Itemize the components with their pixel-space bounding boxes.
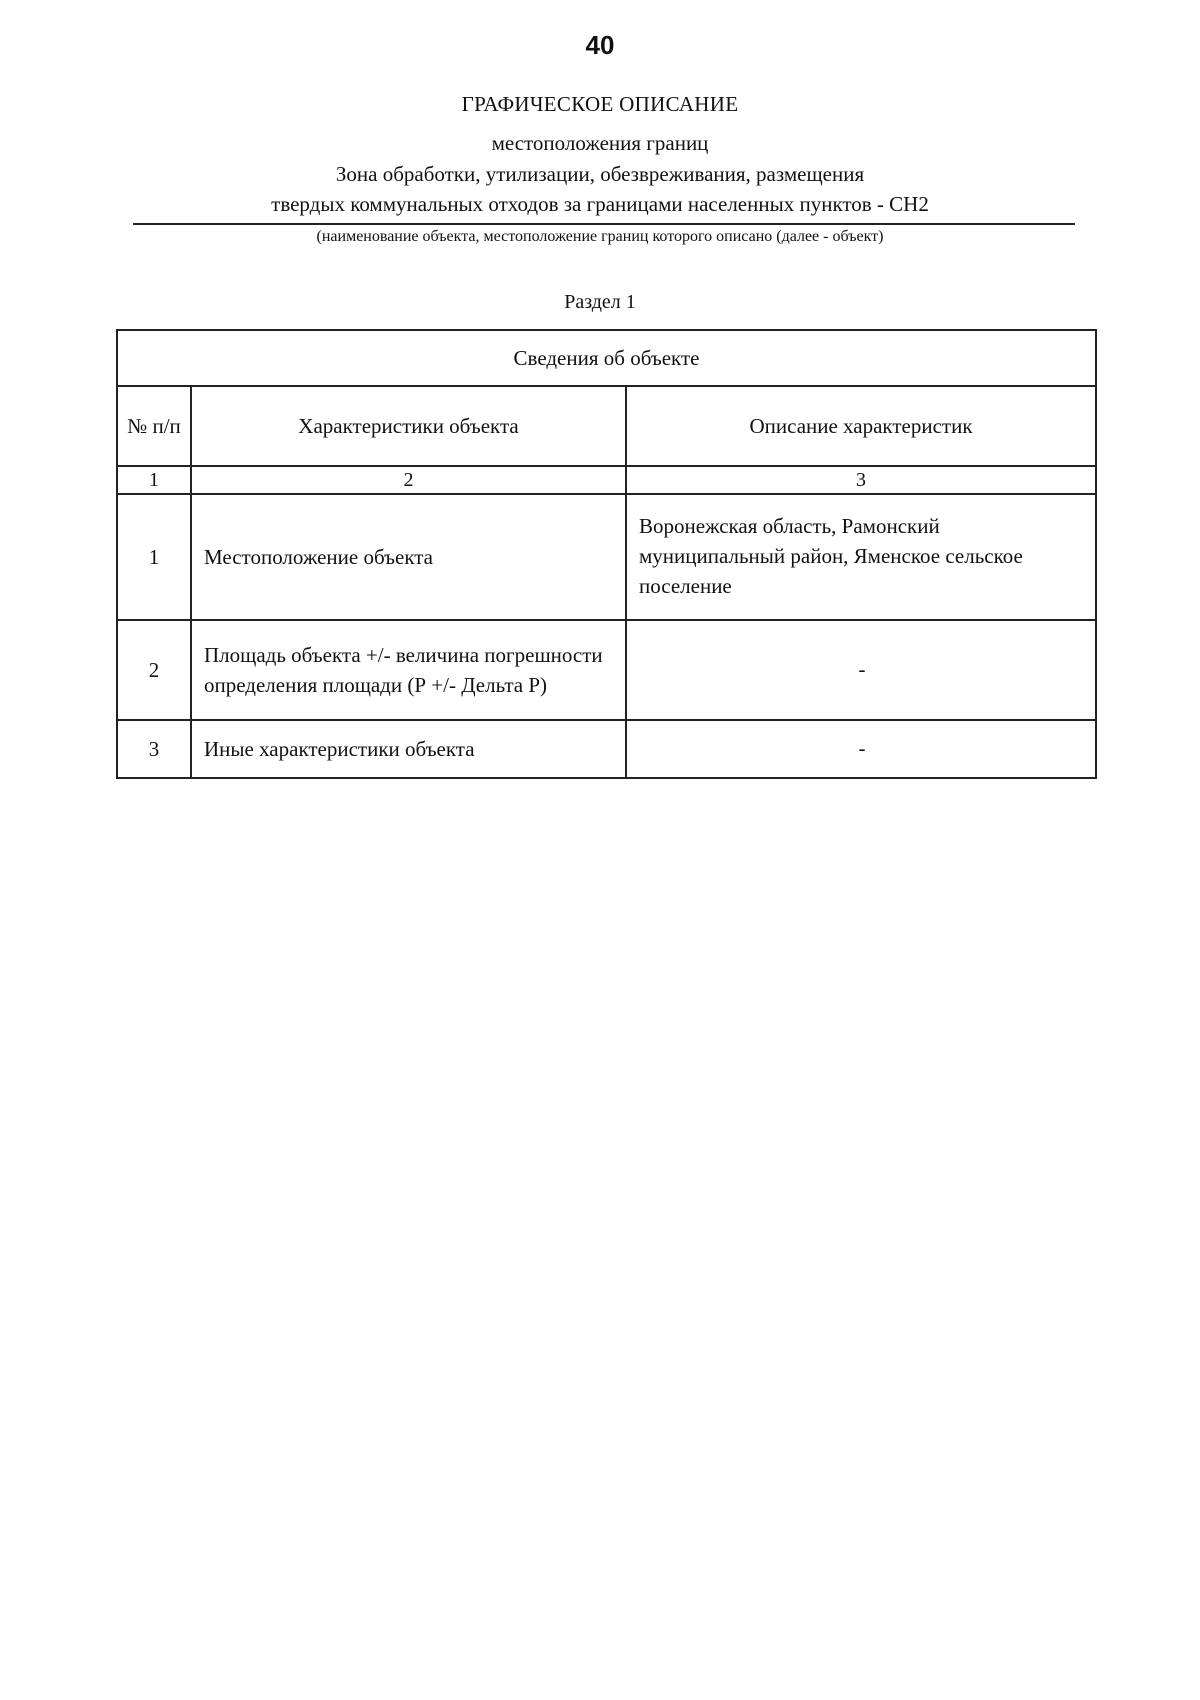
object-info-table	[116, 329, 1097, 779]
subtitle-line: твердых коммунальных отходов за границами населенных пунктов - СН2	[271, 192, 929, 216]
subtitle-line: местоположения границ	[491, 131, 709, 155]
description-cell: -	[626, 720, 1096, 778]
description-cell: -	[626, 620, 1096, 720]
row-number: 2	[117, 620, 191, 720]
table-caption: Сведения об объекте	[117, 330, 1096, 386]
row-number: 1	[117, 494, 191, 620]
row-number: 3	[117, 720, 191, 778]
table-row	[117, 494, 1096, 620]
section-title: Раздел 1	[564, 291, 636, 313]
page-number: 40	[585, 30, 615, 60]
object-name-caption: (наименование объекта, местоположение границ которого описано (далее - объект)	[316, 228, 884, 245]
description-cell: Воронежская область, Рамонский муниципальный район, Яменское сельское поселение	[626, 494, 1096, 620]
column-index: 2	[191, 466, 626, 494]
column-header-description: Описание характеристик	[626, 386, 1096, 466]
table-row	[117, 620, 1096, 720]
table-row	[117, 720, 1096, 778]
object-name-underline	[133, 223, 1075, 225]
subtitle-line: Зона обработки, утилизации, обезвреживания, размещения	[335, 162, 865, 186]
column-header-characteristic: Характеристики объекта	[191, 386, 626, 466]
column-index-row	[117, 466, 1096, 494]
column-header-num: № п/п	[117, 386, 191, 466]
column-index: 1	[117, 466, 191, 494]
characteristic-cell: Иные характеристики объекта	[191, 720, 626, 778]
table-header-row	[117, 386, 1096, 466]
column-index: 3	[626, 466, 1096, 494]
characteristic-cell: Площадь объекта +/- величина погрешности определения площади (Р +/- Дельта Р)	[191, 620, 626, 720]
document-title: ГРАФИЧЕСКОЕ ОПИСАНИЕ	[461, 92, 739, 116]
table-caption-row	[117, 330, 1096, 386]
characteristic-cell: Местоположение объекта	[191, 494, 626, 620]
